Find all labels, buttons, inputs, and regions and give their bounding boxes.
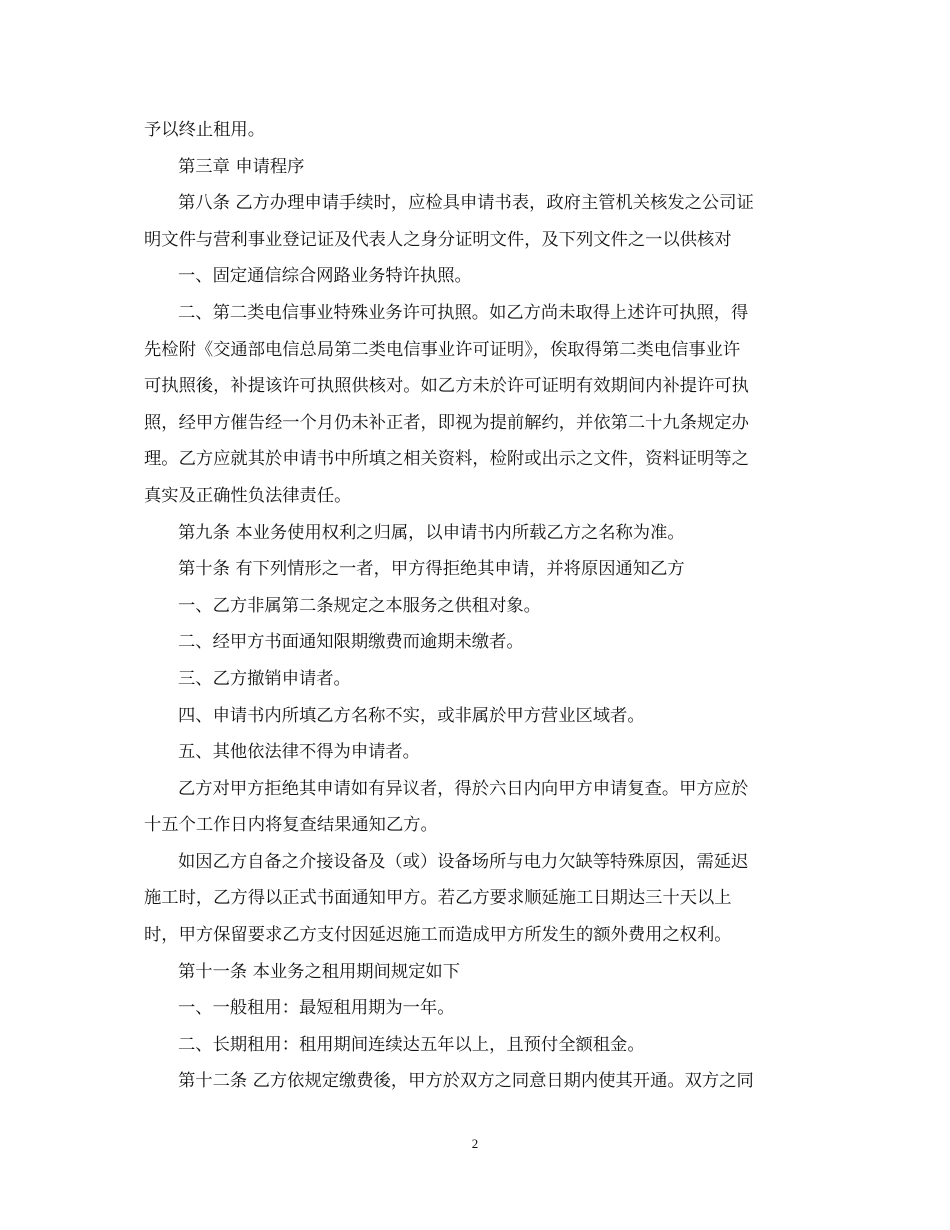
page-number: 2 xyxy=(471,1136,479,1151)
text-line: 二、第二类电信事业特殊业务许可执照。如乙方尚未取得上述许可执照，得 xyxy=(178,302,749,323)
text-line: 照，经甲方催告经一个月仍未补正者，即视为提前解约，并依第二十九条规定办 xyxy=(144,412,749,433)
text-line: 可执照後，补提该许可执照供核对。如乙方未於许可证明有效期间内补提许可执 xyxy=(144,376,749,397)
text-line: 第十条 有下列情形之一者，甲方得拒绝其申请，并将原因通知乙方 xyxy=(178,559,685,580)
text-line: 予以终止租用。 xyxy=(144,120,265,140)
text-line: 第九条 本业务使用权利之归属，以申请书内所载乙方之名称为准。 xyxy=(178,522,685,543)
text-line: 一、固定通信综合网路业务特许执照。 xyxy=(178,266,472,287)
text-line: 二、经甲方书面通知限期缴费而逾期未缴者。 xyxy=(178,632,524,653)
text-line: 二、长期租用：租用期间连续达五年以上，且预付全额租金。 xyxy=(178,1034,645,1055)
text-line: 第十一条 本业务之租用期间规定如下 xyxy=(178,961,460,982)
text-line: 时，甲方保留要求乙方支付因延迟施工而造成甲方所发生的额外费用之权利。 xyxy=(144,925,732,946)
text-line: 乙方对甲方拒绝其申请如有异议者，得於六日内向甲方申请复查。甲方应於 xyxy=(178,778,749,799)
text-line: 明文件与营利事业登记证及代表人之身分证明文件，及下列文件之一以供核对 xyxy=(144,229,732,250)
text-line: 第八条 乙方办理申请手续时，应检具申请书表，政府主管机关核发之公司证 xyxy=(178,193,754,214)
text-line: 真实及正确性负法律责任。 xyxy=(144,485,352,506)
text-line: 十五个工作日内将复查结果通知乙方。 xyxy=(144,815,438,836)
text-line: 一、一般租用：最短租用期为一年。 xyxy=(178,998,455,1019)
text-line: 第十二条 乙方依规定缴费後，甲方於双方之同意日期内使其开通。双方之同 xyxy=(178,1071,754,1092)
text-line: 第三章 申请程序 xyxy=(178,156,305,177)
text-line: 一、乙方非属第二条规定之本服务之供租对象。 xyxy=(178,595,541,616)
document-body xyxy=(144,112,808,1100)
text-line: 先检附《交通部电信总局第二类电信事业许可证明》，俟取得第二类电信事业许 xyxy=(144,339,741,360)
text-line: 施工时，乙方得以正式书面通知甲方。若乙方要求顺延施工日期达三十天以上 xyxy=(144,888,732,909)
text-line: 三、乙方撤销申请者。 xyxy=(178,668,351,689)
text-line: 五、其他依法律不得为申请者。 xyxy=(178,742,420,763)
text-line: 四、申请书内所填乙方名称不实，或非属於甲方营业区域者。 xyxy=(178,705,645,726)
text-line: 如因乙方自备之介接设备及（或）设备场所与电力欠缺等特殊原因，需延迟 xyxy=(178,851,749,872)
text-line: 理。乙方应就其於申请书中所填之相关资料，检附或出示之文件，资料证明等之 xyxy=(144,449,749,470)
